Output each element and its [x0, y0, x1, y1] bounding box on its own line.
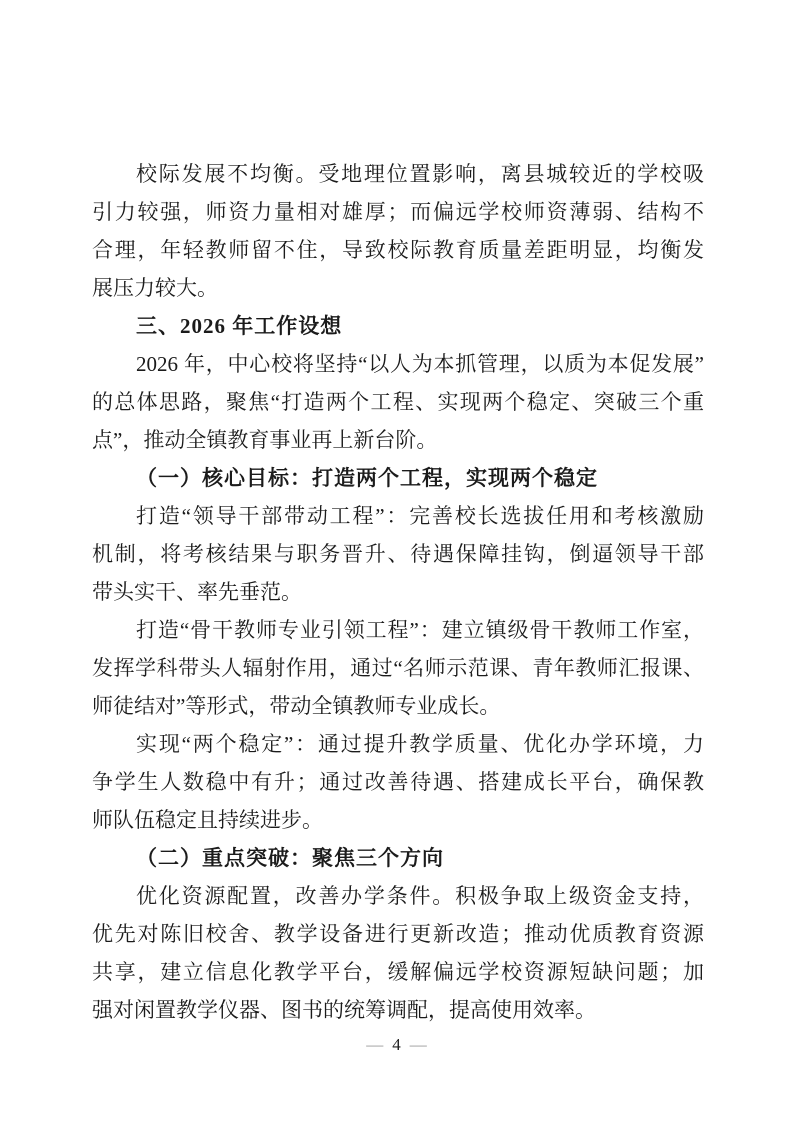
text-line: 合理，年轻教师留不住，导致校际教育质量差距明显，均衡发	[92, 238, 704, 262]
page-number: 4	[392, 1035, 401, 1054]
text-line: 打造“骨干教师专业引领工程”：建立镇级骨干教师工作室，	[136, 618, 704, 642]
heading-line: （二）重点突破：聚焦三个方向	[136, 846, 444, 870]
text-line: 点”，推动全镇教育事业再上新台阶。	[92, 428, 438, 452]
text-line: 争学生人数稳中有升；通过改善待遇、搭建成长平台，确保教	[92, 770, 704, 794]
page-footer	[0, 1032, 793, 1058]
heading-line: 三、2026 年工作设想	[136, 314, 343, 338]
text-line: 校际发展不均衡。受地理位置影响，离县城较近的学校吸	[136, 162, 704, 186]
text-line: 师徒结对”等形式，带动全镇教师专业成长。	[92, 694, 501, 718]
text-line: 优化资源配置，改善办学条件。积极争取上级资金支持，	[136, 884, 704, 908]
text-line: 的总体思路，聚焦“打造两个工程、实现两个稳定、突破三个重	[92, 390, 704, 414]
heading-line: （一）核心目标：打造两个工程，实现两个稳定	[136, 466, 598, 490]
text-line: 打造“领导干部带动工程”：完善校长选拔任用和考核激励	[136, 504, 704, 528]
document-body	[92, 155, 704, 1029]
footer-dash-left: —	[366, 1035, 384, 1054]
text-line: 带头实干、率先垂范。	[92, 580, 302, 604]
text-line: 强对闲置教学仪器、图书的统筹调配，提高使用效率。	[92, 998, 596, 1022]
text-line: 实现“两个稳定”：通过提升教学质量、优化办学环境，力	[136, 732, 704, 756]
text-line: 共享，建立信息化教学平台，缓解偏远学校资源短缺问题；加	[92, 960, 704, 984]
text-line: 优先对陈旧校舍、教学设备进行更新改造；推动优质教育资源	[92, 922, 704, 946]
text-line: 展压力较大。	[92, 276, 218, 300]
text-line: 机制，将考核结果与职务晋升、待遇保障挂钩，倒逼领导干部	[92, 542, 704, 566]
footer-dash-right: —	[409, 1035, 427, 1054]
text-line: 师队伍稳定且持续进步。	[92, 808, 323, 832]
text-line: 引力较强，师资力量相对雄厚；而偏远学校师资薄弱、结构不	[92, 200, 704, 224]
text-line: 发挥学科带头人辐射作用，通过“名师示范课、青年教师汇报课、	[92, 656, 704, 680]
text-line: 2026 年，中心校将坚持“以人为本抓管理，以质为本促发展”	[136, 352, 704, 376]
